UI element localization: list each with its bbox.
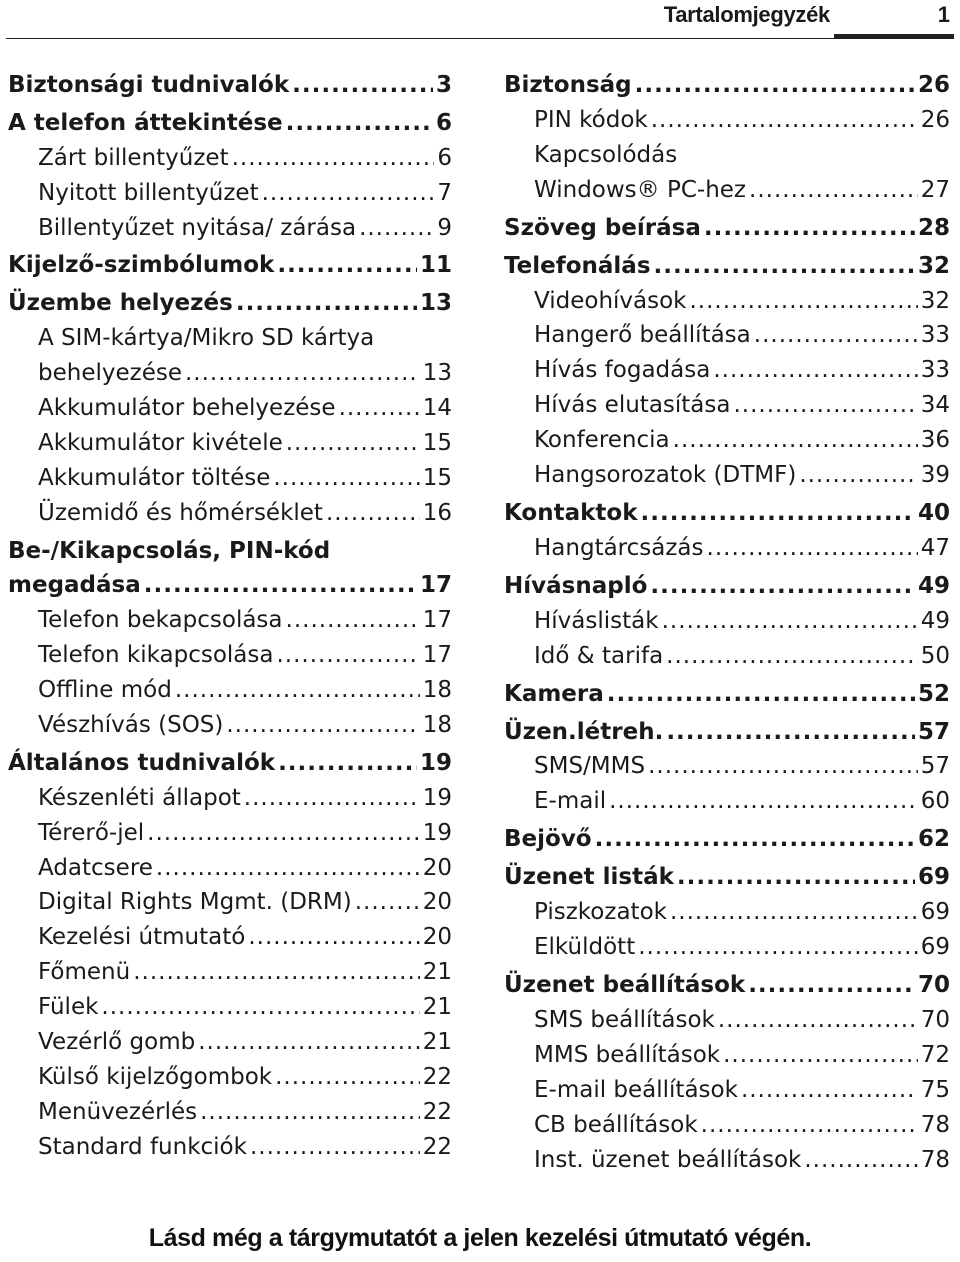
toc-entry-page: 18	[422, 677, 452, 704]
toc-entry[interactable]	[8, 141, 452, 176]
toc-entry-page: 17	[419, 572, 452, 599]
dot-leader	[713, 353, 917, 388]
toc-entry[interactable]	[504, 639, 950, 674]
toc-entry[interactable]	[8, 461, 452, 496]
toc-entry[interactable]	[504, 604, 950, 639]
toc-entry-page: 17	[422, 607, 452, 634]
toc-entry[interactable]	[504, 930, 950, 965]
toc-entry-title: MMS beállítások	[534, 1041, 721, 1068]
toc-entry[interactable]	[8, 391, 452, 426]
toc-entry-page: 57	[920, 753, 950, 780]
dot-leader	[648, 749, 918, 784]
dot-leader	[701, 1108, 918, 1143]
toc-entry-page: 20	[422, 854, 452, 881]
dot-leader	[276, 638, 419, 673]
dot-leader	[198, 1025, 419, 1060]
dot-leader	[638, 930, 918, 965]
toc-entry-page: 72	[920, 1041, 950, 1068]
toc-entry[interactable]	[8, 211, 452, 246]
toc-entry-title: megadása	[8, 572, 141, 599]
toc-entry[interactable]	[504, 749, 950, 784]
toc-entry-page: 75	[920, 1076, 950, 1103]
toc-entry[interactable]	[504, 715, 950, 750]
dot-leader	[670, 895, 918, 930]
toc-entry-page: 32	[920, 287, 950, 314]
toc-entry-title: Üzen.létreh.	[504, 718, 664, 745]
toc-entry-title: Fülek	[38, 994, 99, 1021]
toc-entry-page: 33	[920, 357, 950, 384]
toc-entry[interactable]	[8, 920, 452, 955]
toc-entry[interactable]	[8, 851, 452, 886]
dot-leader	[286, 426, 420, 461]
toc-entry-page: 22	[422, 1098, 452, 1125]
toc-entry-title: Hívás fogadása	[534, 357, 711, 384]
dot-leader	[326, 496, 420, 531]
dot-leader	[144, 568, 417, 603]
toc-entry-title: Szöveg beírása	[504, 214, 701, 241]
toc-entry[interactable]	[504, 249, 950, 284]
dot-leader	[609, 784, 918, 819]
toc-entry-title: Üzemidő és hőmérséklet	[38, 499, 323, 526]
toc-entry[interactable]	[8, 68, 452, 103]
toc-entry-title: Kontaktok	[504, 499, 638, 526]
toc-entry[interactable]	[504, 103, 950, 138]
toc-entry-title: Bejövő	[504, 826, 592, 853]
dot-leader	[654, 249, 915, 284]
toc-entry-page: 13	[422, 360, 452, 387]
toc-entry[interactable]	[504, 1108, 950, 1143]
toc-entry-title: Akkumulátor töltése	[38, 464, 271, 491]
toc-entry-title: A SIM-kártya/Mikro SD kártya	[38, 325, 375, 352]
toc-entry-page: 70	[920, 1007, 950, 1033]
dot-leader	[156, 851, 420, 886]
dot-leader	[286, 603, 420, 638]
toc-entry[interactable]	[504, 353, 950, 388]
toc-entry-title: Hívás elutasítása	[534, 392, 731, 419]
toc-entry-page: 7	[437, 179, 452, 206]
toc-entry-title: behelyezése	[38, 360, 182, 387]
dot-leader	[650, 569, 915, 604]
toc-entry[interactable]	[504, 1143, 950, 1178]
dot-leader	[147, 816, 420, 851]
toc-entry-title: Kijelző-szimbólumok	[8, 252, 275, 279]
dot-leader	[662, 604, 918, 639]
dot-leader	[226, 708, 419, 743]
toc-entry-title: PIN kódok	[534, 106, 648, 133]
toc-entry[interactable]	[8, 990, 452, 1025]
toc-entry-page: 21	[422, 994, 452, 1021]
toc-entry-title: E-mail beállítások	[534, 1076, 738, 1103]
toc-entry[interactable]	[504, 423, 950, 458]
toc-entry-title: Menüvezérlés	[38, 1098, 198, 1125]
dot-leader	[690, 284, 918, 319]
toc-entry-title: Kamera	[504, 680, 604, 707]
toc-entry-page: 14	[422, 395, 452, 422]
toc-entry-title: Billentyűzet nyitása/ zárása	[38, 214, 357, 241]
toc-entry-title: Telefonálás	[504, 252, 651, 279]
toc-entry-page: 22	[422, 1133, 452, 1160]
dot-leader	[749, 173, 918, 208]
dot-leader	[677, 860, 915, 895]
toc-entry-page: 50	[920, 642, 950, 669]
dot-leader	[175, 673, 420, 708]
toc-entry[interactable]	[8, 746, 452, 781]
toc-entry[interactable]	[8, 1060, 452, 1095]
header-rule	[6, 38, 834, 39]
dot-leader	[748, 968, 915, 1003]
toc-entry[interactable]	[504, 458, 950, 493]
header-rule-accent	[834, 34, 954, 39]
dot-leader	[704, 211, 915, 246]
dot-leader	[262, 176, 435, 211]
toc-entry-title: Konferencia	[534, 427, 670, 454]
toc-entry[interactable]	[8, 1025, 452, 1060]
toc-entry-page: 6	[435, 109, 452, 136]
toc-entry-title: A telefon áttekintése	[8, 109, 283, 136]
toc-entry[interactable]	[504, 1073, 950, 1108]
dot-leader	[133, 955, 420, 990]
toc-entry[interactable]	[8, 955, 452, 990]
toc-entry-title: Inst. üzenet beállítások	[534, 1146, 802, 1173]
dot-leader	[804, 1143, 917, 1178]
toc-entry[interactable]	[8, 816, 452, 851]
dot-leader	[651, 103, 918, 138]
toc-entry-title: Térerő-jel	[38, 819, 145, 846]
toc-entry-title: Hangtárcsázás	[534, 534, 704, 561]
dot-leader	[101, 990, 419, 1025]
toc-entry-title: Általános tudnivalók	[8, 749, 276, 776]
dot-leader	[236, 286, 417, 321]
toc-entry[interactable]	[504, 860, 950, 895]
toc-entry[interactable]	[504, 318, 950, 353]
toc-entry-title: Nyitott billentyűzet	[38, 179, 259, 206]
toc-entry-title: Be-/Kikapcsolás, PIN-kód	[8, 537, 331, 564]
toc-entry-title: Főmenü	[38, 959, 131, 986]
toc-entry[interactable]	[504, 1038, 950, 1073]
toc-entry-title: Offline mód	[38, 677, 172, 704]
toc-entry-page: 70	[917, 972, 950, 999]
toc-entry-page: 69	[917, 864, 950, 891]
toc-entry-page: 19	[422, 819, 452, 846]
toc-entry[interactable]	[504, 822, 950, 857]
page-number: 1	[937, 2, 950, 27]
toc-entry-title: Zárt billentyűzet	[38, 144, 229, 171]
toc-entry-page: 78	[920, 1111, 950, 1138]
toc-entry-page: 11	[419, 252, 452, 279]
toc-entry-page: 78	[920, 1146, 950, 1173]
dot-leader	[723, 1038, 918, 1073]
toc-entry-page: 39	[920, 461, 950, 488]
dot-leader	[641, 496, 915, 531]
dot-leader	[273, 461, 419, 496]
toc-entry[interactable]	[8, 708, 452, 743]
toc-entry[interactable]	[504, 677, 950, 712]
toc-entry-page: 26	[917, 72, 950, 98]
toc-entry-title: Piszkozatok	[534, 899, 667, 926]
toc-entry-title: CB beállítások	[534, 1111, 698, 1138]
toc-entry-title: Üzenet listák	[504, 864, 674, 891]
toc-entry[interactable]	[504, 569, 950, 604]
dot-leader	[595, 822, 915, 857]
toc-entry-page: 20	[422, 924, 452, 951]
toc-entry-title: Vezérlő gomb	[38, 1029, 196, 1056]
toc-entry-title: Üzembe helyezés	[8, 290, 233, 317]
toc-column-left	[8, 68, 452, 1165]
toc-entry-title: Akkumulátor behelyezése	[38, 395, 336, 422]
toc-entry-title: Windows® PC-hez	[534, 176, 747, 203]
toc-entry-page: 36	[920, 427, 950, 454]
dot-leader	[741, 1073, 918, 1108]
toc-entry[interactable]	[504, 68, 950, 103]
dot-leader	[286, 106, 433, 141]
toc-entry-page: 60	[920, 788, 950, 815]
section-title: Tartalomjegyzék	[663, 2, 830, 27]
dot-leader	[799, 458, 917, 493]
toc-entry[interactable]	[504, 895, 950, 930]
toc-entry-title: Telefon bekapcsolása	[38, 607, 283, 634]
toc-entry-page: 19	[419, 749, 452, 776]
toc-entry[interactable]	[504, 531, 950, 566]
dot-leader	[666, 639, 918, 674]
dot-leader	[278, 746, 417, 781]
toc-entry-title: Telefon kikapcsolása	[38, 642, 274, 669]
toc-entry-title: Elküldött	[534, 934, 636, 961]
dot-leader	[359, 211, 434, 246]
toc-entry-title: Kezelési útmutató	[38, 924, 246, 951]
toc-entry[interactable]	[504, 968, 950, 1003]
toc-entry-title: Videohívások	[534, 287, 687, 314]
toc-entry[interactable]	[504, 496, 950, 531]
toc-entry-page: 21	[422, 959, 452, 986]
toc-entry-title: Vészhívás (SOS)	[38, 712, 224, 739]
toc-entry-title: Adatcsere	[38, 854, 153, 881]
toc-entry-title: Készenléti állapot	[38, 784, 241, 811]
dot-leader	[733, 388, 917, 423]
dot-leader	[718, 1003, 918, 1038]
toc-entry-page: 22	[422, 1063, 452, 1090]
toc-entry-page: 47	[920, 534, 950, 561]
toc-entry[interactable]	[8, 286, 452, 321]
toc-entry-page: 20	[422, 889, 452, 916]
toc-entry-title: Külső kijelzőgombok	[38, 1063, 273, 1090]
toc-entry-title: Hívásnapló	[504, 572, 648, 599]
toc-entry-page: 40	[917, 499, 950, 526]
toc-entry[interactable]	[504, 138, 950, 173]
toc-entry-page: 13	[419, 290, 452, 317]
toc-entry-page: 15	[422, 429, 452, 456]
dot-leader	[607, 677, 915, 712]
toc-entry[interactable]	[8, 176, 452, 211]
toc-entry-page: 27	[920, 176, 950, 203]
toc-entry-page: 49	[917, 572, 950, 599]
dot-leader	[250, 1130, 420, 1165]
toc-entry-title: Akkumulátor kivétele	[38, 429, 283, 456]
toc-entry[interactable]	[8, 321, 452, 356]
toc-entry-page: 69	[920, 899, 950, 926]
toc-entry-page: 69	[920, 934, 950, 961]
toc-entry-page: 6	[437, 144, 452, 171]
toc-entry-title: Híváslisták	[534, 607, 659, 634]
toc-entry[interactable]	[8, 106, 452, 141]
dot-leader	[355, 885, 420, 920]
footer-note: Lásd még a tárgymutatót a jelen kezelési útmutató végén.	[148, 1224, 812, 1252]
toc-entry-title: E-mail	[534, 788, 607, 815]
toc-entry-page: 32	[917, 252, 950, 279]
dot-leader	[248, 920, 419, 955]
toc-entry[interactable]	[8, 496, 452, 531]
toc-entry-page: 18	[422, 712, 452, 739]
toc-entry-page: 34	[920, 392, 950, 419]
toc-entry-page: 49	[920, 607, 950, 634]
toc-entry-page: 15	[422, 464, 452, 491]
toc-entry[interactable]	[504, 1003, 950, 1038]
toc-entry-title: Hangerő beállítása	[534, 322, 751, 349]
toc-entry-title: Kapcsolódás	[534, 141, 678, 168]
dot-leader	[275, 1060, 420, 1095]
toc-entry-title: Biztonság	[504, 72, 632, 98]
toc-entry[interactable]	[8, 781, 452, 816]
dot-leader	[673, 423, 918, 458]
toc-entry[interactable]	[8, 603, 452, 638]
toc-entry[interactable]	[8, 1130, 452, 1165]
toc-entry-title: Üzenet beállítások	[504, 972, 746, 999]
toc-entry-page: 52	[917, 680, 950, 707]
toc-entry-page: 16	[422, 499, 452, 526]
dot-leader	[244, 781, 420, 816]
toc-entry-title: Digital Rights Mgmt. (DRM)	[38, 889, 352, 916]
toc-entry[interactable]	[8, 673, 452, 708]
toc-entry[interactable]	[8, 248, 452, 283]
dot-leader	[707, 531, 918, 566]
toc-entry[interactable]	[8, 638, 452, 673]
dot-leader	[635, 68, 915, 103]
toc-entry-page: 57	[917, 718, 950, 745]
toc-entry-title: Standard funkciók	[38, 1133, 247, 1160]
dot-leader	[292, 68, 433, 103]
dot-leader	[754, 318, 918, 353]
toc-entry-page: 62	[917, 826, 950, 853]
toc-entry[interactable]	[504, 284, 950, 319]
toc-entry-title: SMS beállítások	[534, 1007, 715, 1033]
toc-entry[interactable]	[504, 211, 950, 246]
dot-leader	[666, 715, 915, 750]
toc-entry[interactable]	[8, 534, 452, 569]
toc-entry-title: Biztonsági tudnivalók	[8, 72, 290, 98]
dot-leader	[232, 141, 435, 176]
toc-entry[interactable]	[8, 1095, 452, 1130]
toc-entry[interactable]	[8, 568, 452, 603]
toc-entry-title: SMS/MMS	[534, 753, 646, 780]
toc-entry[interactable]	[8, 885, 452, 920]
dot-leader	[185, 356, 420, 391]
toc-entry[interactable]	[504, 784, 950, 819]
dot-leader	[200, 1095, 420, 1130]
dot-leader	[339, 391, 420, 426]
toc-entry-page: 17	[422, 642, 452, 669]
toc-entry-page: 9	[437, 214, 452, 241]
toc-entry-title: Hangsorozatok (DTMF)	[534, 461, 797, 488]
toc-entry-page: 3	[435, 72, 452, 98]
toc-entry-page: 33	[920, 322, 950, 349]
toc-entry-page: 19	[422, 784, 452, 811]
page-header	[0, 0, 960, 40]
toc-entry-page: 21	[422, 1029, 452, 1056]
toc-entry-page: 26	[920, 106, 950, 133]
toc-entry[interactable]	[504, 173, 950, 208]
toc-entry[interactable]	[504, 388, 950, 423]
dot-leader	[277, 248, 417, 283]
toc-entry-title: Idő & tarifa	[534, 642, 664, 669]
toc-column-right	[504, 68, 950, 1177]
toc-entry[interactable]	[8, 426, 452, 461]
toc-entry[interactable]	[8, 356, 452, 391]
toc-entry-page: 28	[917, 214, 950, 241]
